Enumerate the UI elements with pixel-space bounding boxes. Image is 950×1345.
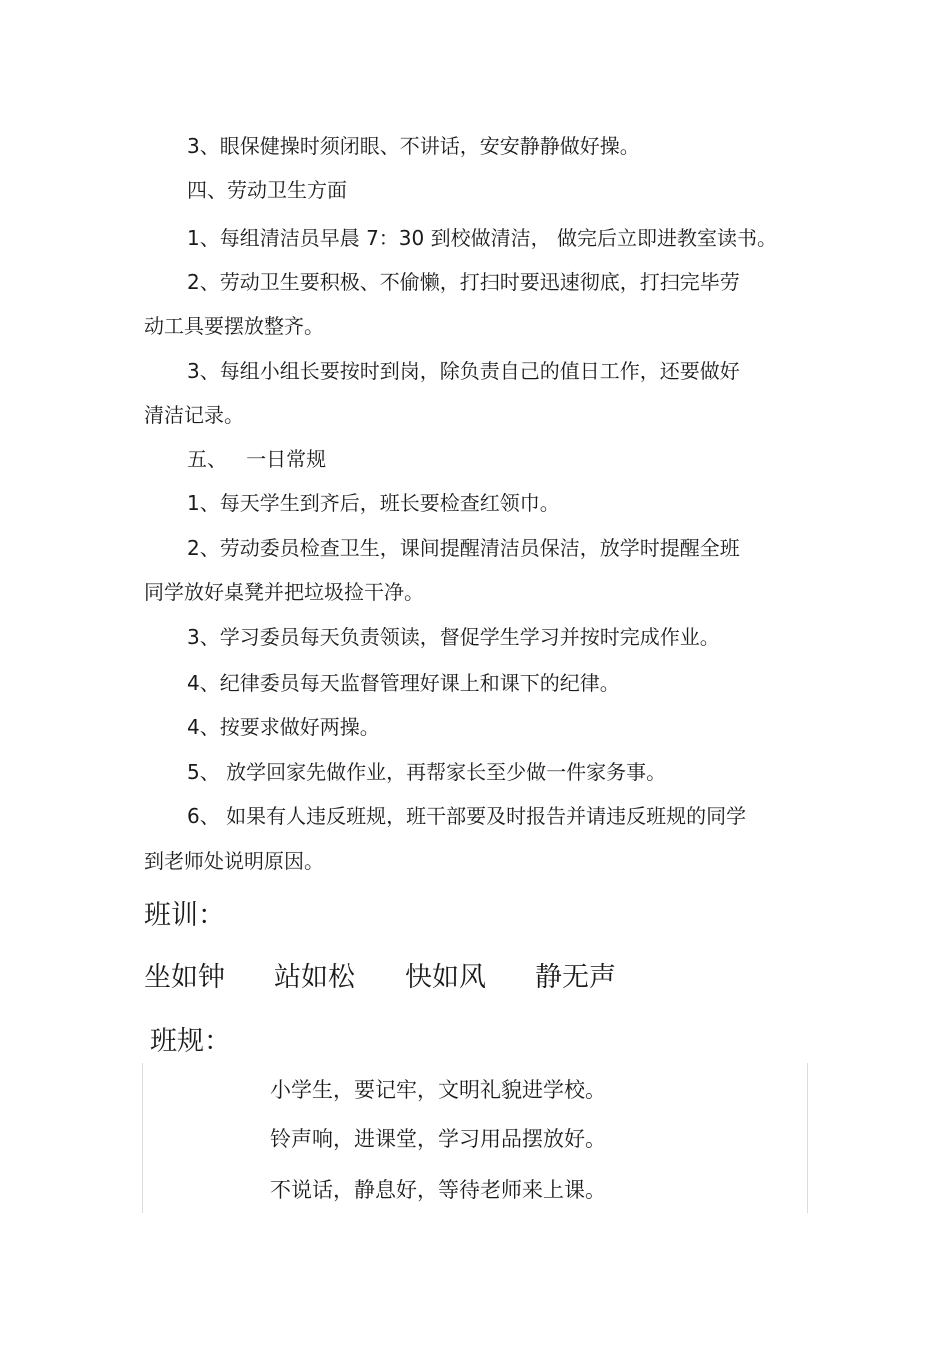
rules-box <box>142 1063 808 1213</box>
hygiene-item-3: 3、眼保健操时须闭眼、不讲话，安安静静做好操。 <box>187 134 640 158</box>
labor-item-3-line-2: 清洁记录。 <box>144 403 244 427</box>
daily-item-6-line-1: 6、 如果有人违反班规，班干部要及时报告并请违反班规的同学 <box>187 804 747 828</box>
daily-item-4a: 4、纪律委员每天监督管理好课上和课下的纪律。 <box>187 671 620 695</box>
motto-title: 班训： <box>144 900 225 931</box>
section-heading-labor: 四、劳动卫生方面 <box>187 178 347 202</box>
section-heading-daily-routine: 五、 一日常规 <box>187 447 327 471</box>
labor-item-1: 1、每组清洁员早晨 7：30 到校做清洁， 做完后立即进教室读书。 <box>187 226 777 250</box>
rules-title: 班规： <box>150 1026 231 1057</box>
motto-word-2: 站如松 <box>274 962 355 993</box>
daily-item-1: 1、每天学生到齐后，班长要检查红领巾。 <box>187 491 560 515</box>
daily-item-6-line-2: 到老师处说明原因。 <box>144 849 324 873</box>
daily-item-2-line-1: 2、劳动委员检查卫生，课间提醒清洁员保洁，放学时提醒全班 <box>187 536 740 560</box>
daily-item-3: 3、学习委员每天负责领读，督促学生学习并按时完成作业。 <box>187 625 720 649</box>
labor-item-2-line-1: 2、劳动卫生要积极、不偷懒，打扫时要迅速彻底，打扫完毕劳 <box>187 270 740 294</box>
labor-item-3-line-1: 3、每组小组长要按时到岗，除负责自己的值日工作，还要做好 <box>187 359 740 383</box>
daily-item-5: 5、 放学回家先做作业，再帮家长至少做一件家务事。 <box>187 760 667 784</box>
rule-line-2: 铃声响，进课堂，学习用品摆放好。 <box>270 1127 606 1151</box>
motto-word-1: 坐如钟 <box>144 962 225 993</box>
rule-line-3: 不说话，静息好，等待老师来上课。 <box>270 1178 606 1202</box>
motto-row <box>0 962 950 996</box>
rule-line-1: 小学生，要记牢，文明礼貌进学校。 <box>270 1078 606 1102</box>
motto-word-3: 快如风 <box>405 962 486 993</box>
daily-item-4b: 4、按要求做好两操。 <box>187 715 380 739</box>
labor-item-2-line-2: 动工具要摆放整齐。 <box>144 314 324 338</box>
daily-item-2-line-2: 同学放好桌凳并把垃圾捡干净。 <box>144 580 424 604</box>
motto-word-4: 静无声 <box>535 962 616 993</box>
